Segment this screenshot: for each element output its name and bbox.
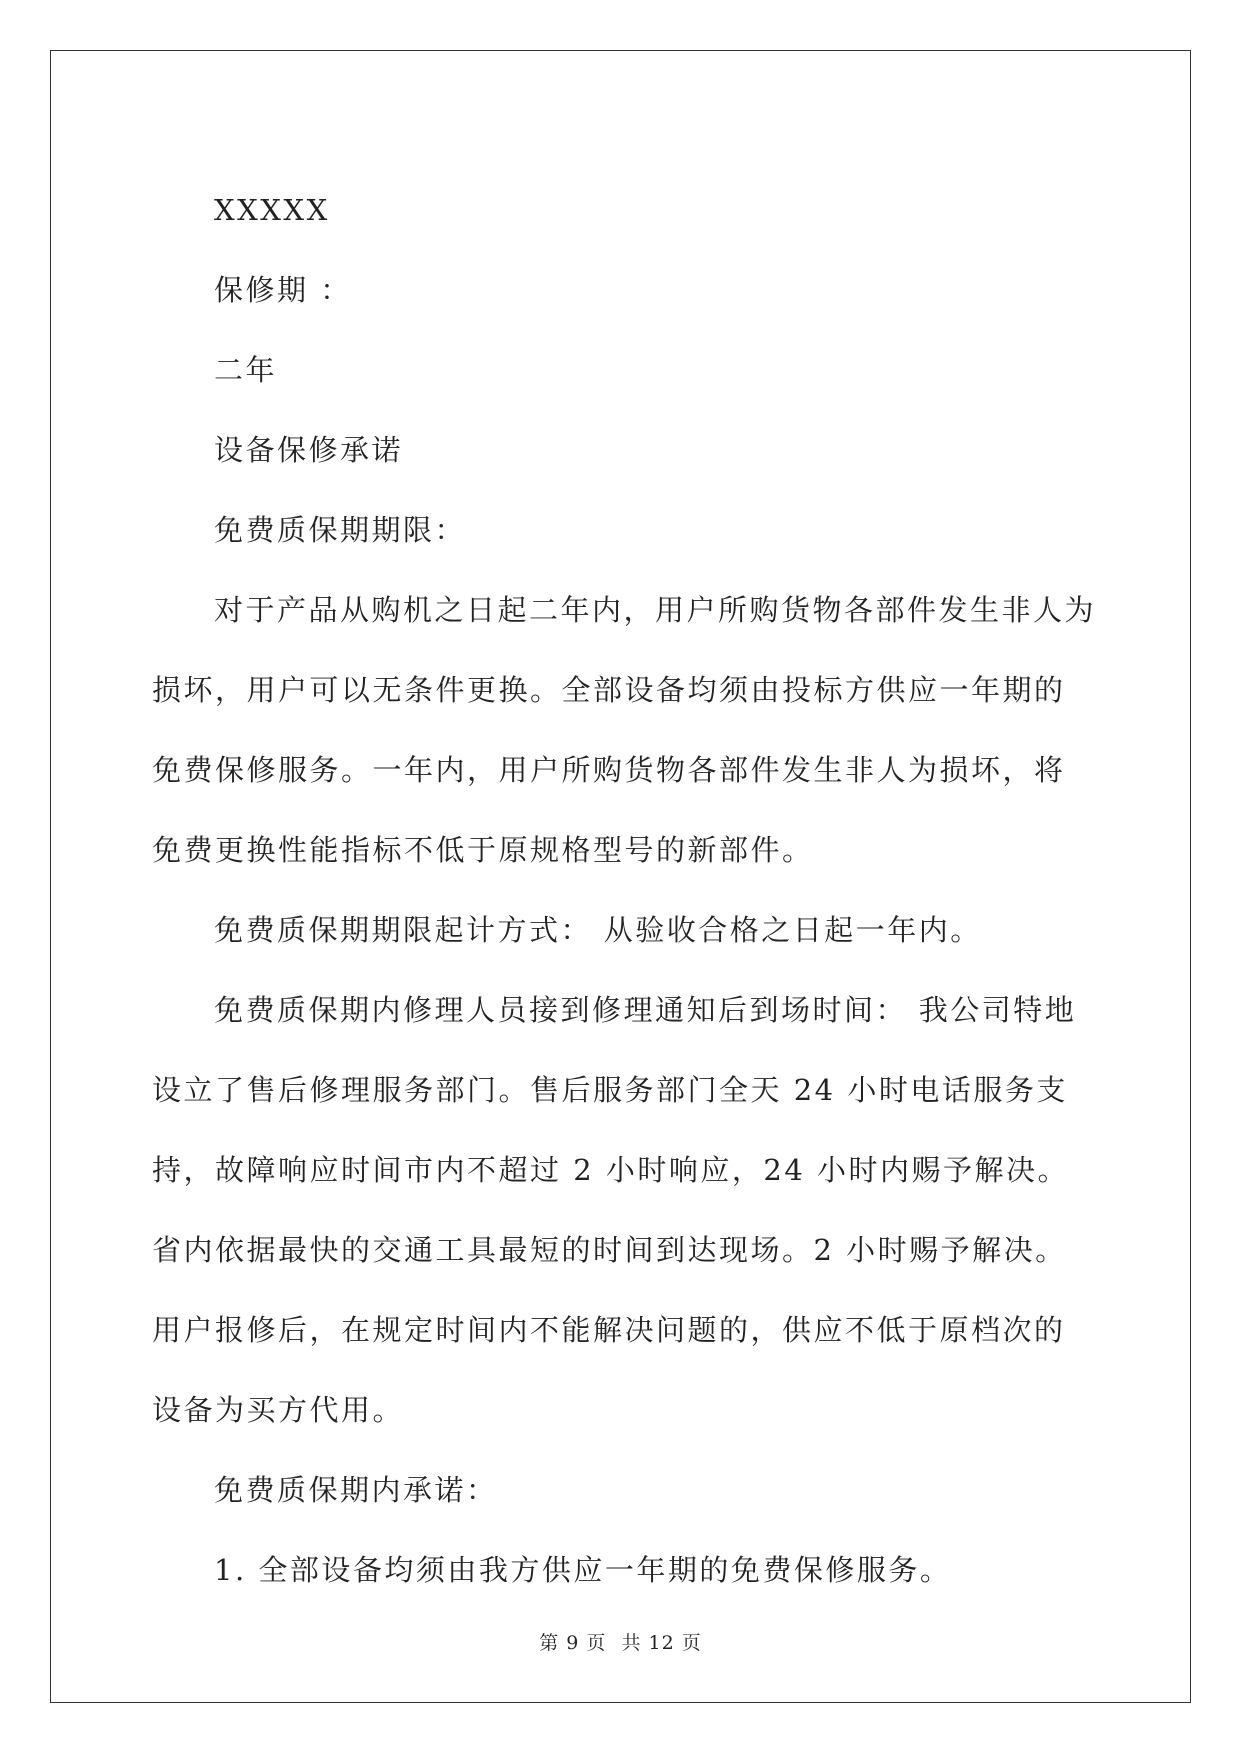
warranty-period-value: 二年 (214, 353, 278, 387)
paragraph-response-time: 免费质保期内修理人员接到修理通知后到场时间： 我公司特地设立了售后修理服务部门。售后服务部门全天 24 小时电话服务支持，故障响应时间市内不超过 2 小时响应，24 小时内赐予解决。省内依据最快的交通工具最短的时间到达现场。2 小时赐予解决。用户报修后，在规定时间内不能解决问题的，供应不低于原档次的设备为买方代用。 (152, 993, 1077, 1427)
section-heading: 设备保修承诺 (214, 433, 404, 467)
total-pages: 共 12 页 (621, 1632, 702, 1654)
free-warranty-term-label: 免费质保期期限： (214, 513, 467, 547)
warranty-period-label: 保修期 ： (214, 273, 352, 307)
paragraph-term-start: 免费质保期期限起计方式： 从验收合格之日起一年内。 (214, 913, 982, 947)
commitment-item-1: 1. 全部设备均须由我方供应一年期的免费保修服务。 (214, 1553, 952, 1587)
paragraph-warranty-terms: 对于产品从购机之日起二年内，用户所购货物各部件发生非人为损坏，用户可以无条件更换。全部设备均须由投标方供应一年期的免费保修服务。一年内，用户所购货物各部件发生非人为损坏，将免费更换性能指标不低于原规格型号的新部件。 (152, 593, 1097, 867)
page-footer (0, 1628, 1241, 1655)
code-line: XXXXX (214, 193, 330, 227)
page-number: 第 9 页 (539, 1632, 607, 1654)
commitment-heading: 免费质保期内承诺： (214, 1473, 498, 1507)
document-body (152, 170, 1096, 1610)
